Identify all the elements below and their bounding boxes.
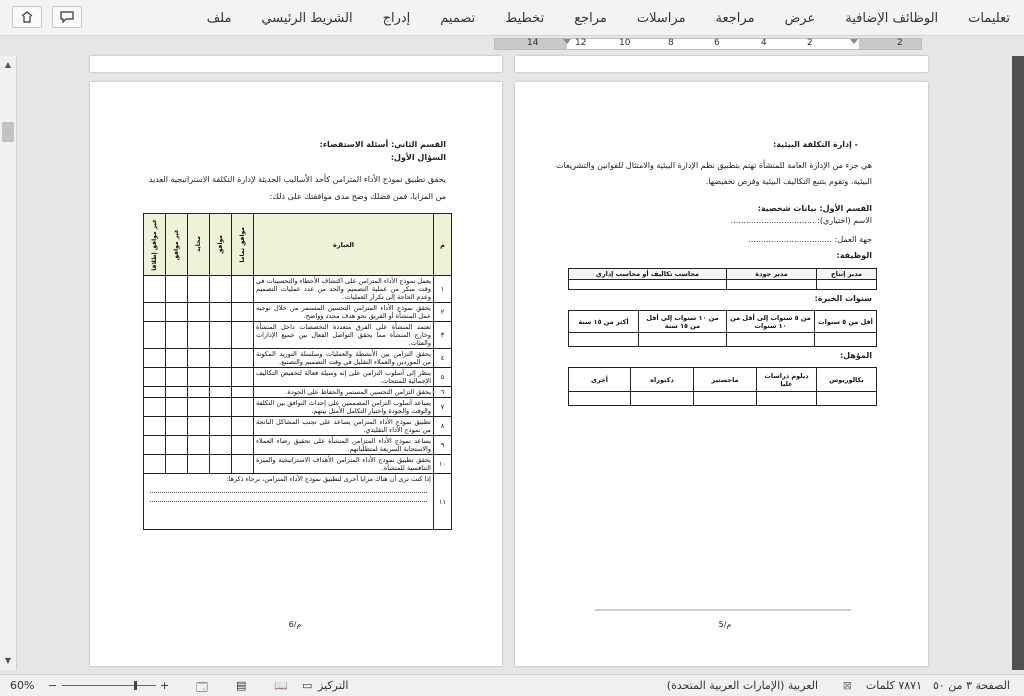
rating-cell[interactable] (188, 322, 210, 349)
scale-label: موافق تماما (239, 226, 246, 263)
experience-option: أقل من ٥ سنوات (815, 311, 877, 333)
rating-cell[interactable] (210, 387, 232, 398)
comment-icon (60, 11, 74, 23)
rating-cell[interactable] (232, 276, 254, 303)
intro-line-2: من المزايا، فمن فضلك وضح مدى موافقتك على ذلك: (269, 192, 446, 201)
job-option: مدير جودة (727, 269, 817, 280)
zoom-in-button[interactable]: + (160, 679, 170, 692)
rating-cell[interactable] (166, 398, 188, 417)
rating-cell[interactable] (166, 417, 188, 436)
focus-mode-icon[interactable]: ▭ (302, 679, 313, 692)
row-statement: يحقق تطبيق نموذج الأداء المتزامن الأهداف الاستراتيجية والميزة التنافسية للمنشأة. (254, 455, 434, 474)
ruler-number: 8 (668, 38, 674, 48)
rating-cell[interactable] (232, 417, 254, 436)
ruler-number: 2 (897, 38, 903, 48)
row-statement: ينظر إلى أسلوب التزامن على إنه وسيلة فعالة لتخفيض التكاليف الإجمالية للمنتجات. (254, 368, 434, 387)
row-number: ٣ (434, 322, 452, 349)
row-statement: يعمل نموذج الأداء المتزامن على اكتشاف الأخطاء والتحسينات في وقت مبكر من عملية التصميم والحد من عدد عمليات التصميم وعدم الحاجة إلى تكرار العمليات. (254, 276, 434, 303)
answer-line[interactable] (150, 493, 427, 502)
column-header-scale (188, 214, 210, 276)
ruler-indent-marker[interactable] (563, 39, 571, 44)
print-layout-icon[interactable]: ▤ (236, 679, 247, 692)
table-row (144, 368, 452, 387)
row-number: ١٠ (434, 455, 452, 474)
qualification-option: ماجستير (694, 368, 757, 392)
scroll-down-icon[interactable]: ▼ (4, 656, 12, 665)
rating-cell[interactable] (144, 368, 166, 387)
intro-line-1: يحقق تطبيق نموذج الأداء المتزامن كأحد الأساليب الحديثة لإدارة التكلفة الاستراتيجية العديد (148, 175, 446, 184)
name-field-label: الاسم (اختياري): ................................. (730, 216, 872, 225)
language-status[interactable]: العربية (الإمارات العربية المتحدة) (666, 679, 818, 692)
rating-cell[interactable] (144, 322, 166, 349)
open-question-text: إذا كنت ترى أن هناك مزايا أخرى لتطبيق نموذج الأداء المتزامن، برجاء ذكرها: (226, 475, 431, 483)
experience-table (568, 310, 877, 347)
table-row (144, 387, 452, 398)
rating-cell[interactable] (188, 455, 210, 474)
ribbon-tab[interactable]: ملف (206, 10, 232, 26)
ruler-number: 12 (575, 38, 587, 48)
table-cell[interactable] (569, 392, 631, 406)
table-row (144, 417, 452, 436)
ribbon-tab[interactable]: الوظائف الإضافية (845, 10, 939, 26)
focus-label[interactable]: التركيز (318, 679, 349, 692)
row-number: ٦ (434, 387, 452, 398)
rating-cell[interactable] (188, 368, 210, 387)
rating-cell[interactable] (232, 455, 254, 474)
zoom-slider-thumb[interactable] (134, 681, 137, 690)
experience-option: من ١٠ سنوات إلى أقل من ١٥ سنة (639, 311, 727, 333)
ribbon-tab-bar (0, 0, 1024, 36)
row-number: ٩ (434, 436, 452, 455)
rating-cell[interactable] (232, 349, 254, 368)
zoom-level[interactable]: 60% (10, 679, 35, 692)
table-row (144, 322, 452, 349)
comments-button[interactable] (52, 6, 82, 28)
rating-cell[interactable] (144, 349, 166, 368)
row-number: ١١ (434, 474, 452, 530)
zoom-out-button[interactable]: − (48, 679, 58, 692)
rating-cell[interactable] (166, 455, 188, 474)
job-table (568, 268, 877, 290)
rating-cell[interactable] (210, 436, 232, 455)
rating-cell[interactable] (144, 436, 166, 455)
ribbon-tab[interactable]: تعليمات (968, 10, 1010, 26)
row-number: ٨ (434, 417, 452, 436)
rating-cell[interactable] (166, 303, 188, 322)
ruler-margin-right (859, 39, 921, 49)
paragraph-definition: هي جزء من الإدارة العامة للمنشأة تهتم بتطبيق نظم الإدارة البيئية والامتثال للقوانين والتشريعات البيئية، وتقوم بتتبع التكاليف البيئية وفرص تخفيضها. (556, 161, 872, 186)
ribbon-tab[interactable]: مراسلات (636, 10, 686, 26)
rating-cell[interactable] (188, 398, 210, 417)
rating-cell[interactable] (210, 417, 232, 436)
row-statement: يساعد أسلوب التزامن المصممين على إحداث التوافق بين التكلفة والوقت والجودة واختيار التكامل الأمثل بينهم. (254, 398, 434, 417)
table-cell[interactable] (569, 333, 639, 347)
ribbon-tab[interactable]: الشريط الرئيسي (261, 10, 353, 26)
job-label: الوظيفة: (836, 251, 872, 260)
ruler-indent-marker[interactable] (850, 39, 858, 44)
scale-label: موافق (217, 235, 224, 254)
rating-cell[interactable] (232, 398, 254, 417)
scale-label: محايد (195, 236, 202, 253)
page-number: م/6 (288, 620, 302, 629)
rating-cell[interactable] (188, 349, 210, 368)
row-number: ١ (434, 276, 452, 303)
scale-label: غير موافق (173, 228, 180, 261)
ribbon-tab[interactable]: عرض (784, 10, 816, 26)
qualification-option: دكتوراه (631, 368, 694, 392)
rating-cell[interactable] (166, 387, 188, 398)
table-cell[interactable] (631, 392, 694, 406)
scroll-up-icon[interactable]: ▲ (4, 60, 12, 69)
column-header-number: م (434, 214, 452, 276)
column-header-scale (232, 214, 254, 276)
section-one-heading: القسم الأول: بيانات شخصية: (757, 204, 872, 213)
rating-cell[interactable] (144, 455, 166, 474)
table-cell[interactable] (694, 392, 757, 406)
rating-cell[interactable] (188, 387, 210, 398)
ruler-number: 6 (714, 38, 720, 48)
document-page-5[interactable] (515, 82, 928, 666)
web-layout-icon[interactable]: 🗔 (196, 681, 208, 694)
rating-cell[interactable] (210, 303, 232, 322)
qualification-label: المؤهل: (839, 351, 872, 360)
document-page-6[interactable] (90, 82, 502, 666)
experience-label: سنوات الخبرة: (814, 294, 872, 303)
zoom-slider[interactable] (62, 685, 156, 686)
row-statement: تطبيق نموذج الأداء المتزامن يساعد على تجنب المشاكل الناتجة من نموذج الأداء التقليدي. (254, 417, 434, 436)
table-row (144, 398, 452, 417)
rating-cell[interactable] (188, 303, 210, 322)
question-one-heading: السؤال الأول: (390, 153, 446, 162)
rating-cell[interactable] (210, 455, 232, 474)
read-mode-icon[interactable]: 📖 (274, 679, 288, 692)
qualification-option: دبلوم دراسات عليا (757, 368, 817, 392)
rating-cell[interactable] (166, 368, 188, 387)
row-statement: يحقق التزامن التحسين المستمر والحفاظ على الجودة. (254, 387, 434, 398)
row-number: ٢ (434, 303, 452, 322)
footer-divider (595, 609, 851, 611)
ribbon-tab[interactable]: إدراج (382, 10, 411, 26)
rating-cell[interactable] (188, 276, 210, 303)
table-cell[interactable] (727, 333, 815, 347)
rating-cell[interactable] (166, 322, 188, 349)
row-number: ٤ (434, 349, 452, 368)
scale-label: غير موافق إطلاقا (151, 218, 158, 271)
ribbon-tabs (207, 0, 1010, 36)
ruler-number: 4 (761, 38, 767, 48)
page-number: م/5 (718, 620, 732, 629)
rating-cell[interactable] (232, 303, 254, 322)
table-row (144, 436, 452, 455)
heading-environmental-cost: - إدارة التكلفة البيئية: (773, 140, 858, 149)
table-cell[interactable] (727, 280, 817, 290)
qualification-option: بكالوريوس (817, 368, 877, 392)
table-row (144, 276, 452, 303)
row-statement: يحقق نموذج الأداء المتزامن التحسين المستمر من خلال توجيه عمل المنشأة أو الفريق نحو هدف محدد وواضح. (254, 303, 434, 322)
rating-cell[interactable] (210, 368, 232, 387)
ruler-number: 2 (807, 38, 813, 48)
status-bar (0, 674, 1024, 696)
ribbon-tab[interactable]: مراجعة (715, 10, 755, 26)
rating-cell[interactable] (210, 349, 232, 368)
table-cell[interactable] (757, 392, 817, 406)
word-count-status[interactable]: ٧٨٧١ كلمات (865, 679, 922, 692)
table-cell[interactable] (639, 333, 727, 347)
rating-cell[interactable] (210, 322, 232, 349)
column-header-scale (166, 214, 188, 276)
table-row (144, 349, 452, 368)
row-statement: يحقق التزامن بين الأنشطة والعمليات وسلسلة التوريد المكونة من الموردين والعملاء التقليل في وقت التصميم والتصنيع. (254, 349, 434, 368)
side-panel-edge (1012, 56, 1024, 670)
page-count-status[interactable]: الصفحة ٣ من ٥٠ (932, 679, 1010, 692)
job-option: محاسب تكاليف أو محاسب إداري (569, 269, 727, 280)
rating-cell[interactable] (144, 303, 166, 322)
table-cell[interactable] (815, 333, 877, 347)
column-header-scale (210, 214, 232, 276)
rating-cell[interactable] (188, 417, 210, 436)
survey-table (143, 213, 452, 530)
qualification-option: أخرى (569, 368, 631, 392)
rating-cell[interactable] (188, 436, 210, 455)
column-header-statement: العبارة (254, 214, 434, 276)
column-header-scale (144, 214, 166, 276)
rating-cell[interactable] (232, 368, 254, 387)
ruler-number: 14 (527, 38, 539, 48)
answer-line[interactable] (150, 484, 427, 493)
share-button[interactable] (12, 6, 42, 28)
rating-cell[interactable] (232, 436, 254, 455)
page-fragment-left (90, 56, 502, 72)
row-number: ٥ (434, 368, 452, 387)
experience-option: أكثر من ١٥ سنة (569, 311, 639, 333)
row-statement: يساعد نموذج الأداء المتزامن المنشأة على تحقيق رضاء العملاء والاستجابة السريعة لمتطلباتهم. (254, 436, 434, 455)
rating-cell[interactable] (144, 387, 166, 398)
rating-cell[interactable] (232, 387, 254, 398)
job-option: مدير إنتاج (817, 269, 877, 280)
rating-cell[interactable] (144, 398, 166, 417)
rating-cell[interactable] (210, 398, 232, 417)
ribbon-tab[interactable]: مراجع (574, 10, 607, 26)
rating-cell[interactable] (166, 276, 188, 303)
share-icon (20, 11, 34, 23)
work-field-label: جهة العمل: ................................. (748, 235, 872, 244)
rating-cell[interactable] (144, 417, 166, 436)
ribbon-tab[interactable]: تخطيط (505, 10, 545, 26)
rating-cell[interactable] (144, 276, 166, 303)
scroll-thumb[interactable] (2, 122, 14, 142)
row-statement: تعتمد المنشأة على الفرق متعددة التخصصات داخل المنشأة وخارج المنشأة مما يحقق التواصل الفعال بين جميع الإدارات والفئات. (254, 322, 434, 349)
rating-cell[interactable] (210, 276, 232, 303)
experience-option: من ٥ سنوات إلى أقل من ١٠ سنوات (727, 311, 815, 333)
table-cell[interactable] (569, 280, 727, 290)
table-row (144, 455, 452, 474)
table-cell[interactable] (817, 280, 877, 290)
row-open-question[interactable] (144, 474, 434, 530)
proofing-icon[interactable]: ⊠ (842, 679, 852, 692)
rating-cell[interactable] (166, 349, 188, 368)
ruler-number: 10 (619, 38, 631, 48)
table-row (144, 303, 452, 322)
vertical-scrollbar[interactable] (0, 56, 17, 670)
ribbon-tab[interactable]: تصميم (440, 10, 476, 26)
row-number: ٧ (434, 398, 452, 417)
page-fragment-right (515, 56, 928, 72)
table-cell[interactable] (817, 392, 877, 406)
rating-cell[interactable] (232, 322, 254, 349)
rating-cell[interactable] (166, 436, 188, 455)
qualification-table (568, 367, 877, 406)
section-two-heading: القسم الثاني: أسئلة الاستقصاء: (319, 140, 446, 149)
ruler-area (0, 36, 1024, 52)
horizontal-ruler[interactable] (494, 38, 922, 50)
